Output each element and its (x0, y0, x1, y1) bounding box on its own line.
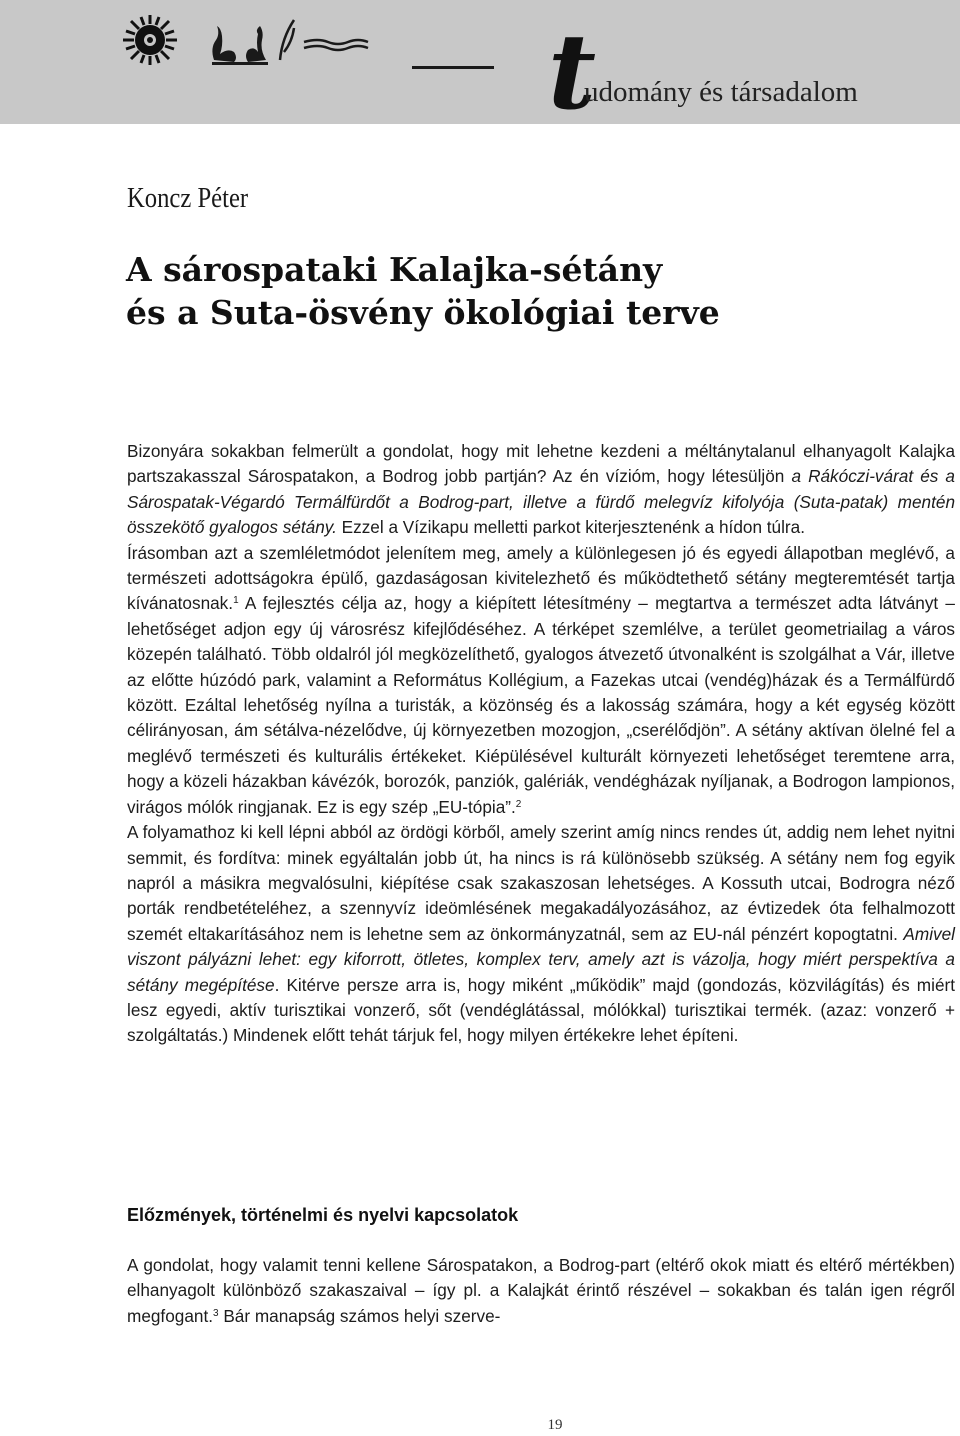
page-header (0, 0, 960, 133)
paragraph-1-text-end: Ezzel a Vízikapu melletti parkot kiterjesztenénk a hídon túlra. (336, 517, 805, 538)
page-number: 19 (547, 1417, 563, 1433)
article-title (126, 248, 720, 334)
sun-ornament-icon (123, 15, 177, 65)
paragraph-4-text-end: Bár manapság számos helyi szerve- (218, 1305, 501, 1326)
feather-ornament-icon (280, 20, 368, 60)
section-title: udomány és társadalom (584, 76, 858, 108)
article-title-line-1: A sárospataki Kalajka-sétány (126, 250, 663, 289)
footnote-ref-2[interactable]: 2 (515, 798, 522, 810)
paragraph-3-emphasis: Amivel viszont pályázni lehet: egy kiforrott, ötletes, komplex terv, amely azt is vázolja, hogy miért perspektíva a sétány megépítése (127, 923, 955, 995)
header-ornaments (122, 8, 382, 68)
paragraph-2-text-end: A fejlesztés célja az, hogy a kiépített létesítmény – megtartva a természet adta látványt – lehetőséget adjon egy új városrész kifejlődéséhez. A térképet szemlélve, a terület geometriailag a város közepén található. Több oldalról jól megközelíthető, gyalogos átvezető útvonalként is szolgálhat a Vár, illetve az előtte húzódó park, valamint a Református Kollégium, a Fazekas utcai (vendég)házak és a Termálfürdő között. Ezáltal lehetőség nyílna a turisták, a közönség és a lakosság számára, hogy a két egység között célirányosan, ám sétálva-nézelődve, új környezetben mozogjon, „cserélődjön”. A sétány aktívan ölelné fel a meglévő természeti és kulturális értékeket. Kiépülésével kulturált környezeti lehetőséget teremtene arra, hogy a közeli házakban kávézók, borozók, panziók, galériák, vendégházak nyíljanak, a Bodrogon lampionos, virágos mólók ringjanak. Ez is egy szép „EU-tópia”. (127, 593, 955, 817)
paragraph-4 (127, 1253, 955, 1329)
paragraph-2 (127, 541, 955, 820)
paragraph-1-emphasis: a Rákóczi-várat és a Sárospatak-Végardó Termálfürdőt a Bodrog-part, illetve a fürdő melegvíz kifolyója (Suta-patak) mentén összekötő gyalogos sétány. (127, 466, 955, 538)
article-body (127, 439, 955, 1049)
paragraph-3-text: A folyamathoz ki kell lépni abból az ördögi körből, amely szerint amíg nincs rendes út, addig nem lehet nyitni semmit, és fordítva: minek egyáltalán jobb út, ha nincs is rá különösebb szükség. A sétány nem fog egyik napról a másikra megvalósulni, kiépítése csak szakaszosan lehetséges. A Kossuth utcai, Bodrogra néző porták rendbetételéhez, a szennyvíz ideömlésének megakadályozásához, az évtizedek óta felhalmozott szemét eltakarításához nem is lehetne sem az önkormányzatnál, sem az EU-nál pénzért kopogtatni. (127, 822, 955, 944)
paragraph-1 (127, 439, 955, 541)
article-body-section-2 (127, 1253, 955, 1329)
section-heading: Előzmények, történelmi és nyelvi kapcsolatok (127, 1205, 519, 1225)
article-title-line-2: és a Suta-ösvény ökológiai terve (126, 293, 720, 332)
header-rule (412, 66, 494, 69)
paragraph-1-text: Bizonyára sokakban felmerült a gondolat, hogy mit lehetne kezdeni a méltánytalanul elhanyagolt Kalajka partszakasszal Sárospatakon, a Bodrog jobb partján? Az én vízióm, hogy létesüljön (127, 441, 955, 487)
paragraph-3 (127, 820, 955, 1049)
footnote-ref-3[interactable]: 3 (213, 1307, 219, 1319)
paragraph-4-text: A gondolat, hogy valamit tenni kellene Sárospatakon, a Bodrog-part (eltérő okok miatt és eltérő mértékben) elhanyagolt különböző szakaszaival – így pl. a Kalajkát érintő részével – sokakban és talán igen régről megfogant. (127, 1255, 955, 1326)
paragraph-3-text-end: . Kitérve persze arra is, hogy miként „működik” majd (gondozás, közvilágítás) és miért lesz egyedi, aktív turisztikai vonzerő, sőt (vendéglátással, mólókkal) turisztikai termék. (azaz: vonzerő + szolgáltatás.) Mindenek előtt tehát tárjuk fel, hogy milyen értékekre lehet építeni. (127, 974, 955, 1046)
swans-ornament-icon (212, 26, 268, 65)
footnote-ref-1[interactable]: 1 (233, 595, 239, 607)
article-author: Koncz Péter (127, 183, 249, 214)
paragraph-2-text: Írásomban azt a szemléletmódot jelenítem meg, amely a különlegesen jó és egyedi állapotban meglévő, a természeti adottságokra épülő, gazdaságosan kivitelezhető és működtethető sétány megteremtését tartja kívánatosnak. (127, 542, 955, 614)
section-initial-letter: t (548, 10, 597, 133)
